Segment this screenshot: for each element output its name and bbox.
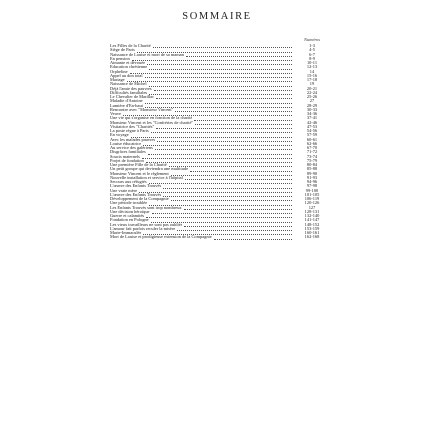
dot-leader [152,211,292,214]
dot-leader [155,147,292,150]
toc-entry-label: Une vie qui s'organise en fonction de la charité [110,116,193,121]
dot-leader [148,152,292,155]
toc-entry-label: Une vraie mère [110,188,138,193]
toc-entry-pages: 6-7 [309,52,315,57]
dot-leader [145,101,292,104]
toc-entry-label: Monsieur Vincent et les "Confréries de charité" [110,120,194,125]
toc-entry-label: Le Chevalier de Marillac [110,95,155,99]
toc-entry-label: Naissance de Michel [110,82,147,87]
toc-entry-pages: 120-126 [304,201,320,206]
dot-leader [149,181,292,184]
toc-entry-pages: 148-152 [304,222,320,227]
toc-entry-pages: 8-9 [309,56,315,61]
dot-leader [151,130,292,133]
toc-entry-pages: 71-72 [306,150,318,155]
toc-entry-pages: 27 [309,99,315,104]
toc-entry-label: Louise éducatrice [110,141,142,146]
toc-entry-pages: 30-33 [306,107,318,112]
toc-entry-label: En pension [110,56,130,61]
dot-leader [194,118,292,121]
dot-leader [146,160,292,163]
toc-entry-label: Disgrâces familiales [110,150,146,155]
dot-leader [195,122,292,125]
toc-entry-pages: 14 [309,69,315,74]
toc-entry-label: Veuve [110,112,121,116]
dot-leader [147,62,292,65]
toc-entry-label: Mort de Louise et prodigieuse extension de la Compagnie [110,235,212,240]
toc-entry-label: Difficultés familiales [110,90,148,95]
toc-entry-pages: 99-100 [305,188,319,193]
dot-leader [130,71,292,74]
toc-entry-label: Les Filles de la Charité [110,44,151,48]
toc-entry-label: Une première Fille de la Charité [110,163,167,167]
toc-entry-pages: 91-93 [306,175,318,180]
toc-entry-pages: 1-3 [309,44,315,48]
toc-entry-pages: 20-21 [306,86,318,91]
toc-entry-label: Guerre et calamités [110,214,145,218]
toc-entry-pages: 12-13 [306,65,318,70]
toc-entry-label: Soucis maternels [110,154,140,159]
toc-entry-label: Avec les malades pauvres [110,137,156,142]
toc-entry-label: Naissance de Louise et mort de sa maman [110,52,184,57]
toc-entry-pages: 97-98 [306,184,318,189]
toc-entry-label: Projet de fondation [110,158,144,163]
toc-entry-pages: 4-5 [309,48,315,53]
dot-leader [146,215,292,218]
dot-leader [139,190,292,193]
toc-entry-label: L'œuvre des Enfants Trouvés [110,184,162,189]
toc-entry-label: Aimante et dévouée [110,61,146,65]
dot-leader [163,194,292,197]
toc-entry-label: Un petit groupe qui deviendra une multitude [110,167,189,172]
toc-entry-pages: 57-59 [306,133,318,138]
toc-entry-label: Au service des galériens [110,146,153,150]
dot-leader [127,79,292,82]
toc-entry-pages: 17-18 [306,78,318,82]
dot-leader [145,75,292,78]
dot-leader [156,126,292,129]
toc-entry-label: Les Enfants Trouvés sont trop nombreux [110,205,182,210]
toc-entry-label: Les vieux travailleurs ne sont pas oubliés [110,222,183,227]
toc-entry-label: Déjà l'amie des pauvres [110,86,152,91]
toc-entry-pages: 54-56 [306,129,318,133]
dot-leader [171,173,292,176]
toc-entry-pages: 153-159 [304,226,320,231]
toc-entry-pages: 47-53 [306,124,318,129]
toc-entry-pages: 160-161 [304,231,320,235]
toc-entry-pages: 85-88 [306,167,318,172]
dot-leader [214,237,292,240]
toc-entry-pages: 127 [308,205,316,210]
dot-leader [142,156,292,159]
toc-entry-pages: 89-90 [306,171,318,176]
toc-entry-label: Mariage [110,78,125,82]
toc-entry-pages: 62-66 [306,141,318,146]
dot-leader [163,186,292,189]
toc-entry-label: En voyage [110,133,129,138]
dot-leader [132,58,292,61]
toc-entry-pages: 10-11 [306,61,318,65]
toc-entry-label: Appel au don total [110,73,143,78]
toc-entry-label: L'amour fait parfois reculer la misère [110,226,176,231]
column-header-numbers: Numéros [303,37,321,42]
toc-entry-label: Lumière d'En-haut [110,103,143,108]
toc-entry-pages: 34-36 [306,112,318,116]
toc-list [110,44,330,240]
page-title: SOMMAIRE [182,11,252,22]
dot-leader [171,198,292,201]
toc-entry-pages: 67-70 [306,146,318,150]
toc-entry-pages: 128-131 [304,209,320,214]
toc-entry-pages: 162-168 [304,235,320,240]
toc-entry-pages: 15-16 [306,73,318,78]
toc-entry-label: Développement de la Compagnie [110,197,169,201]
toc-entry [110,235,330,239]
toc-entry-label: Orpheline [110,69,128,74]
dot-leader [153,45,292,48]
toc-entry-label: Maladie d'Antoine [110,99,143,104]
dot-leader [175,109,292,112]
toc-entry-label: L'œuvre des Enfants Trouvés [110,192,162,197]
toc-entry-pages: 94-96 [306,180,318,184]
toc-entry-label: Visitatrice des "Charités" [110,124,155,129]
dot-leader [149,84,292,87]
toc-entry-label: Monsieur Vincent et le règlement [110,171,169,176]
toc-entry-label: Fondation en Pologne [110,218,149,223]
toc-entry-pages: 80-84 [306,163,318,167]
dot-leader [157,139,292,142]
toc-entry-label: Nouvelle installation et service à l'hôpital [110,175,183,180]
toc-entry-pages: 132-140 [304,214,320,218]
toc-entry-pages: 60-61 [306,137,318,142]
dot-leader [154,88,292,91]
toc-entry-label: Marie-Immaculée [110,231,142,235]
dot-leader [177,228,292,231]
toc-entry-pages: 37-41 [306,116,318,121]
dot-leader [184,224,292,227]
toc-entry-label: Une période troublée [110,201,148,206]
toc-entry-pages: 42-46 [306,120,318,125]
toc-entry-label: Éducation chrétienne [110,65,148,70]
toc-entry-pages: 101-105 [304,192,320,197]
toc-entry-pages: 28-29 [306,103,318,108]
toc-entry-pages: 106-119 [304,197,320,201]
dot-leader [149,92,292,95]
toc-entry-pages: 25-26 [306,95,318,99]
dot-leader [156,96,292,99]
toc-entry-pages: 75-79 [306,158,318,163]
toc-entry-pages: 22-24 [306,90,318,95]
dot-leader [143,143,292,146]
dot-leader [149,67,292,70]
toc-entry-label: Rencontre avec "Monsieur Vincent" [110,107,174,112]
toc-entry-pages: 141-147 [304,218,320,223]
dot-leader [185,177,292,180]
toc-entry-label: Siège de Paris [110,48,135,53]
toc-entry-label: Une décision héroïque [110,209,150,214]
toc-entry-label: Secours aux réfugiés [110,180,147,184]
dot-leader [190,169,292,172]
toc-entry-pages: 73-74 [306,154,318,159]
dot-leader [186,54,292,57]
toc-entry-label: La poste règne à Paris [110,129,149,133]
dot-leader [184,207,292,210]
toc-entry-pages: 19 [309,82,315,87]
